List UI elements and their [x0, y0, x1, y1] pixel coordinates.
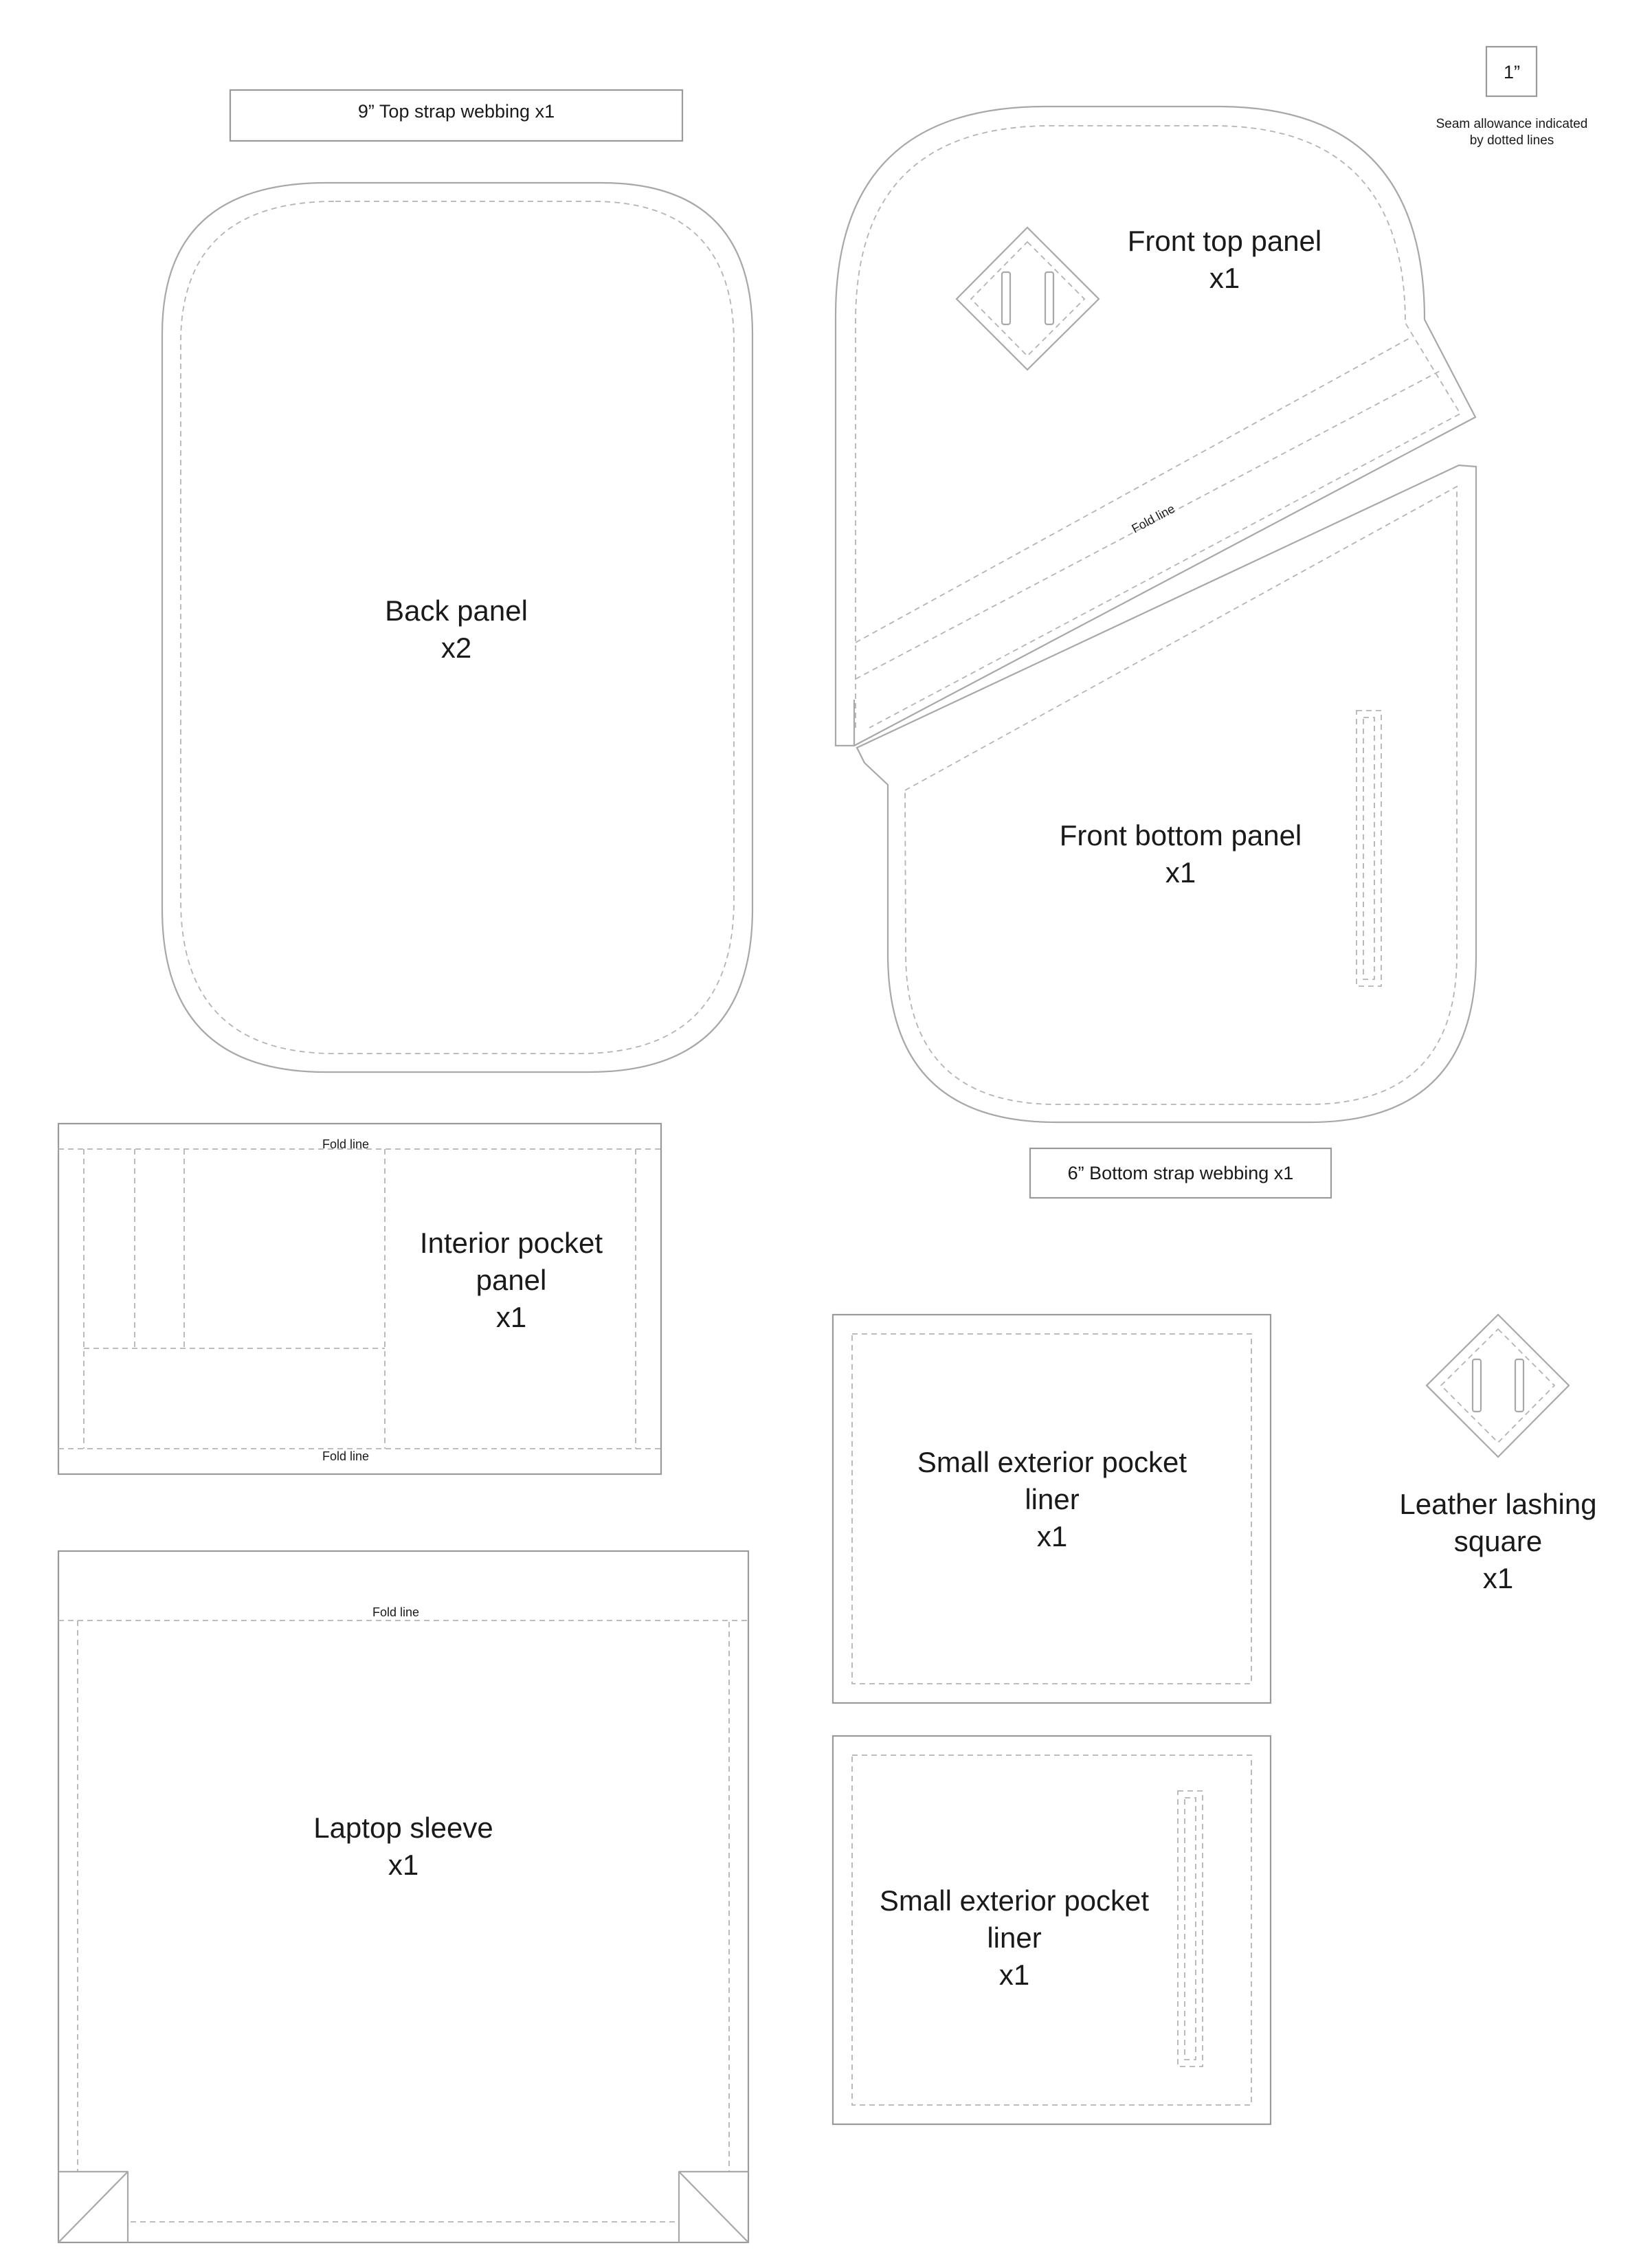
laptop-sleeve-fold-label: Fold line	[372, 1605, 420, 1619]
back-panel-qty: x2	[440, 632, 472, 664]
interior-pocket-name-line2: panel	[476, 1264, 547, 1296]
front-top-panel-name: Front top panel	[1127, 225, 1322, 257]
leather-square-qty: x1	[1482, 1562, 1514, 1594]
front-bottom-panel-name: Front bottom panel	[1059, 819, 1302, 851]
pocket-1-name-line1: Small exterior pocket	[917, 1446, 1187, 1478]
interior-pocket-qty: x1	[495, 1301, 527, 1333]
lashing-square-icon	[957, 227, 1099, 370]
interior-pocket-panel	[58, 1124, 661, 1474]
pocket-2-qty: x1	[998, 1959, 1030, 1991]
bottom-strap-label: 6” Bottom strap webbing x1	[1067, 1163, 1294, 1183]
small-exterior-pocket-liner-1	[833, 1315, 1271, 1703]
pocket-1-qty: x1	[1036, 1520, 1068, 1552]
pocket-2-name-line2: liner	[987, 1922, 1042, 1954]
seam-note-line1: Seam allowance indicated	[1436, 117, 1588, 131]
interior-fold-top-label: Fold line	[322, 1137, 370, 1151]
interior-pocket-name-line1: Interior pocket	[419, 1227, 603, 1259]
top-strap-label: 9” Top strap webbing x1	[357, 101, 555, 122]
leather-lashing-square	[1399, 1315, 1596, 1594]
pocket-2-name-line1: Small exterior pocket	[879, 1884, 1150, 1917]
small-exterior-pocket-liner-2	[833, 1736, 1271, 2124]
scale-label: 1”	[1503, 62, 1521, 82]
front-bottom-panel	[857, 465, 1476, 1122]
interior-fold-bottom-label: Fold line	[322, 1449, 370, 1463]
back-panel-name: Back panel	[385, 594, 528, 627]
laptop-sleeve	[58, 1551, 748, 2242]
laptop-sleeve-name: Laptop sleeve	[313, 1812, 493, 1844]
front-bottom-panel-qty: x1	[1165, 856, 1196, 889]
front-top-fold-label: Fold line	[1129, 501, 1177, 536]
leather-square-name-line1: Leather lashing	[1399, 1488, 1597, 1520]
scale-reference-box	[1486, 47, 1537, 96]
front-top-panel-qty: x1	[1209, 262, 1240, 294]
leather-square-name-line2: square	[1453, 1525, 1543, 1557]
top-strap-webbing	[230, 90, 682, 141]
bottom-strap-webbing	[1030, 1148, 1331, 1198]
front-top-panel	[836, 107, 1475, 746]
seam-note-line2: by dotted lines	[1469, 133, 1554, 148]
back-panel	[162, 183, 752, 1072]
laptop-sleeve-qty: x1	[388, 1849, 419, 1881]
pocket-1-name-line2: liner	[1025, 1483, 1080, 1515]
